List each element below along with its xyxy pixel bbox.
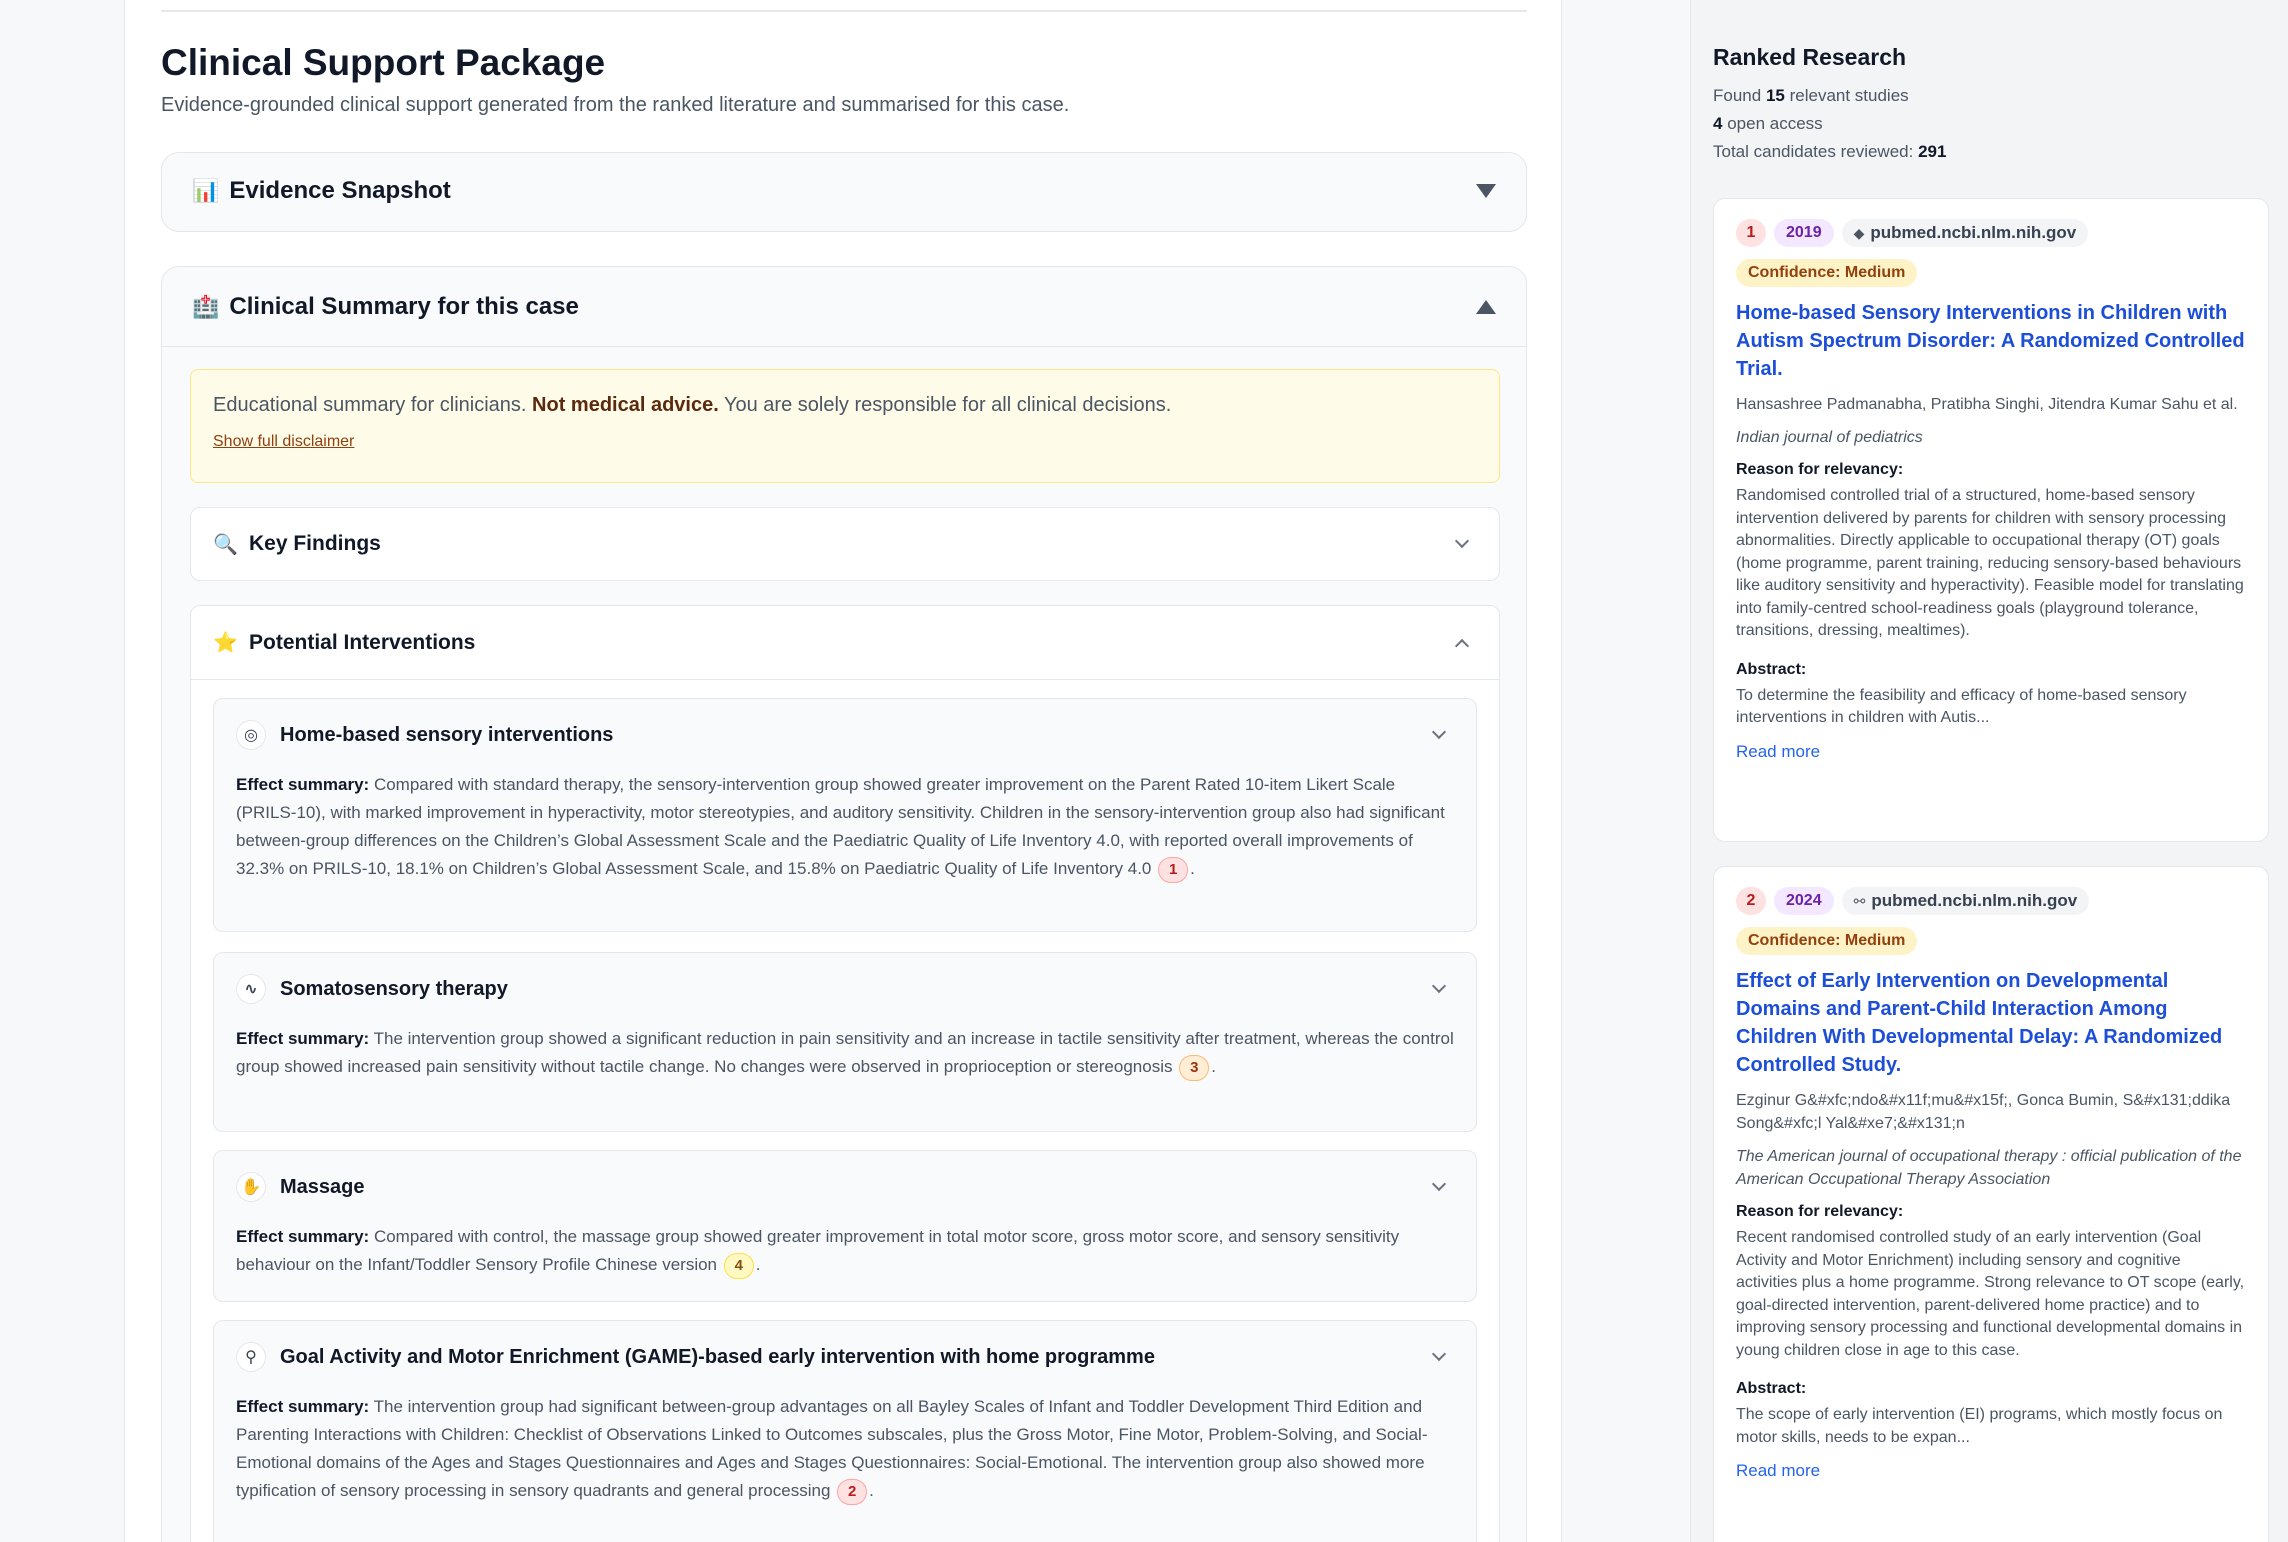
- effect-summary: Effect summary: Compared with standard therapy, the sensory-intervention group showed greater improvement on the Parent Rated 10-item Likert Scale (PRILS-10), with marked improvement in hyperactivity, motor stereotypies, and auditory sensitivity. Children in the sensory-intervention group also had significant between-group differences on the Children’s Global Assessment Scale and the Paediatric Quality of Life Inventory 4.0, with reported overall improvements of 32.3% on PRILS-10, 18.1% on Children’s Global Assessment Scale, and 15.8% on Paediatric Quality of Life Inventory 4.0 1 .: [236, 771, 1454, 883]
- chevron-down-icon[interactable]: [1432, 725, 1446, 739]
- divider: [161, 10, 1527, 12]
- chevron-down-icon[interactable]: [1455, 534, 1469, 548]
- effect-summary-text: The intervention group showed a significant reduction in pain sensitivity and an increase in tactile sensitivity after treatment, whereas the control group showed increased pain sensitivity without tactile change. No changes were observed in proprioception or stereognosis: [236, 1029, 1454, 1076]
- intervention-header[interactable]: [236, 1151, 1454, 1223]
- read-more-link[interactable]: Read more: [1736, 741, 1821, 761]
- intervention-card: [213, 1320, 1477, 1542]
- research-card: [1713, 866, 2269, 1542]
- open-access-line: [1713, 114, 1823, 134]
- potential-interventions-title: Potential Interventions: [249, 630, 476, 654]
- effect-summary-label: Effect summary:: [236, 1227, 370, 1246]
- link-icon: ⚯: [1853, 892, 1866, 909]
- citation-badge[interactable]: 2: [837, 1479, 867, 1505]
- source-label: pubmed.ncbi.nlm.nih.gov: [1871, 891, 2078, 910]
- effect-summary-label: Effect summary:: [236, 775, 370, 794]
- abstract-label: Abstract:: [1736, 1380, 1807, 1397]
- citation-badge[interactable]: 4: [724, 1253, 754, 1279]
- show-full-disclaimer-link[interactable]: Show full disclaimer: [213, 433, 355, 450]
- pulse-icon: ∿: [236, 974, 266, 1004]
- reason-label: Reason for relevancy:: [1736, 461, 1904, 478]
- research-journal: Indian journal of pediatrics: [1736, 429, 1923, 446]
- key-findings-title: Key Findings: [249, 532, 381, 555]
- reason-text: Recent randomised controlled study of an early intervention (Goal Activity and Motor Enrichment) including sensory and cognitive activities plus a home programme. Strong relevance to OT scope (early, goal-directed intervention, parent-delivered home practice) and to improving sensory processing and functional developmental domains in young children close in age to this case.: [1736, 1229, 2245, 1359]
- hand-icon: ✋: [236, 1172, 266, 1202]
- citation-badge[interactable]: 3: [1179, 1055, 1209, 1081]
- intervention-header[interactable]: [236, 699, 1454, 771]
- total-candidates-line: [1713, 142, 1946, 162]
- abstract-label: Abstract:: [1736, 660, 1807, 678]
- research-journal: The American journal of occupational therapy : official publication of the American Occupational Therapy Association: [1736, 1148, 2242, 1188]
- reason-text: Randomised controlled trial of a structured, home-based sensory intervention delivered by parents for children with sensory processing abnormalities. Directly applicable to occupational therapy (OT) goals (home programme, parent training, reducing sensory-based behaviours like auditory sensitivity and hyperactivity). Feasible model for translating into family-centred school-readiness goals (playground tolerance, transitions, dressing, mealtimes).: [1736, 487, 2244, 639]
- year-badge: 2019: [1774, 219, 1834, 247]
- abstract-text: The scope of early intervention (EI) programs, which mostly focus on motor skills, needs to be expan...: [1736, 1406, 2223, 1446]
- page-subtitle: Evidence-grounded clinical support generated from the ranked literature and summarised for this case.: [161, 94, 1070, 116]
- reason-label: Reason for relevancy:: [1736, 1203, 1904, 1220]
- intervention-title: Massage: [280, 1175, 365, 1198]
- found-prefix: Found: [1713, 86, 1762, 105]
- star-icon: ⭐: [213, 632, 238, 654]
- abstract-text: To determine the feasibility and efficacy of home-based sensory interventions in children with Autis...: [1736, 686, 2187, 726]
- disclaimer-suffix: You are solely responsible for all clinical decisions.: [723, 394, 1172, 416]
- found-count: 15: [1765, 86, 1785, 105]
- ranked-research-sidebar: [1690, 0, 2288, 1542]
- chevron-down-icon[interactable]: [1432, 1347, 1446, 1361]
- activity-icon: ⚲: [236, 1342, 266, 1372]
- clinical-summary-header[interactable]: [162, 267, 1526, 347]
- disclaimer-strong: Not medical advice.: [532, 394, 719, 416]
- research-title-link[interactable]: Home-based Sensory Interventions in Children with Autism Spectrum Disorder: A Randomized Controlled Trial.: [1736, 302, 2245, 380]
- open-access-suffix: open access: [1727, 114, 1823, 133]
- effect-summary-text: The intervention group had significant between-group advantages on all Bayley Scales of Infant and Toddler Development Third Edition and Parenting Interactions with Children: Checklist of Observations Linked to Outcomes subscales, plus the Gross Motor, Fine Motor, Problem-Solving, and Social-Emotional domains of the Ages and Stages Questionnaires and Ages and Stages Questionnaires: Social-Emotional. The intervention group also showed more typification of sensory processing in sensory quadrants and general processing: [236, 1397, 1428, 1500]
- confidence-badge: Confidence: Medium: [1736, 927, 1917, 955]
- intervention-card: [213, 952, 1477, 1132]
- chevron-down-icon[interactable]: [1432, 979, 1446, 993]
- key-findings-header[interactable]: [191, 508, 1499, 580]
- key-findings-section[interactable]: [190, 507, 1500, 581]
- tag-icon: ◆: [1853, 224, 1865, 241]
- magnifier-icon: 🔍: [213, 533, 238, 556]
- disclaimer-text: [213, 394, 1477, 417]
- intervention-header[interactable]: [236, 1321, 1454, 1393]
- bar-chart-icon: 📊: [192, 178, 220, 203]
- effect-summary: Effect summary: The intervention group showed a significant reduction in pain sensitivity and an increase in tactile sensitivity after treatment, whereas the control group showed increased pain sensitivity without tactile change. No changes were observed in proprioception or stereognosis 3 .: [236, 1025, 1454, 1081]
- intervention-title: Goal Activity and Motor Enrichment (GAME)-based early intervention with home programme: [280, 1345, 1155, 1368]
- research-authors: Hansashree Padmanabha, Pratibha Singhi, Jitendra Kumar Sahu et al.: [1736, 396, 2238, 413]
- read-more-link[interactable]: Read more: [1736, 1461, 1821, 1480]
- source-badge[interactable]: [1842, 219, 2089, 247]
- source-badge[interactable]: [1842, 887, 2090, 915]
- year-badge: 2024: [1774, 887, 1834, 915]
- research-card: [1713, 198, 2269, 842]
- citation-badge[interactable]: 1: [1158, 857, 1188, 883]
- evidence-snapshot-section[interactable]: [161, 152, 1527, 232]
- confidence-badge: Confidence: Medium: [1736, 259, 1917, 287]
- main-panel: [124, 0, 1562, 1542]
- open-access-count: 4: [1713, 114, 1723, 133]
- intervention-title: Somatosensory therapy: [280, 977, 508, 1000]
- found-count-line: [1713, 86, 1909, 106]
- page-title: Clinical Support Package: [161, 42, 606, 83]
- intervention-card: [213, 1150, 1477, 1302]
- hospital-icon: 🏥: [192, 293, 220, 319]
- sidebar-title: Ranked Research: [1713, 44, 1907, 70]
- effect-summary-label: Effect summary:: [236, 1397, 370, 1416]
- evidence-snapshot-title: Evidence Snapshot: [229, 177, 451, 204]
- total-count: 291: [1918, 142, 1947, 161]
- disclaimer-banner: [190, 369, 1500, 483]
- effect-summary: Effect summary: The intervention group had significant between-group advantages on all Bayley Scales of Infant and Toddler Development Third Edition and Parenting Interactions with Children: Checklist of Observations Linked to Outcomes subscales, plus the Gross Motor, Fine Motor, Problem-Solving, and Social-Emotional domains of the Ages and Stages Questionnaires and Ages and Stages Questionnaires: Social-Emotional. The intervention group also showed more typification of sensory processing in sensory quadrants and general processing 2 .: [236, 1393, 1454, 1505]
- potential-interventions-section: [190, 605, 1500, 1542]
- potential-interventions-header[interactable]: [191, 606, 1499, 680]
- chevron-down-icon[interactable]: [1432, 1177, 1446, 1191]
- disclaimer-prefix: Educational summary for clinicians.: [213, 394, 527, 416]
- intervention-card: [213, 698, 1477, 932]
- effect-summary-text: Compared with control, the massage group showed greater improvement in total motor score, gross motor score, and sensory sensitivity behaviour on the Infant/Toddler Sensory Profile Chinese version: [236, 1227, 1400, 1274]
- effect-summary-text: Compared with standard therapy, the sensory-intervention group showed greater improvement on the Parent Rated 10-item Likert Scale (PRILS-10), with marked improvement in hyperactivity, motor stereotypies, and auditory sensitivity. Children in the sensory-intervention group also had significant between-group differences on the Children’s Global Assessment Scale and the Paediatric Quality of Life Inventory 4.0, with reported overall improvements of 32.3% on PRILS-10, 18.1% on Children’s Global Assessment Scale, and 15.8% on Paediatric Quality of Life Inventory 4.0: [236, 775, 1445, 878]
- research-authors: Ezginur G&#xfc;ndo&#x11f;mu&#x15f;, Gonca Bumin, S&#x131;ddika Song&#xfc;l Yal&#xe7;&#x131;n: [1736, 1092, 2231, 1132]
- effect-summary-label: Effect summary:: [236, 1029, 370, 1048]
- chevron-up-icon[interactable]: [1476, 300, 1496, 314]
- intervention-header[interactable]: [236, 953, 1454, 1025]
- research-title-link[interactable]: Effect of Early Intervention on Developmental Domains and Parent-Child Interaction Among Children With Developmental Delay: A Randomized Controlled Study.: [1736, 970, 2223, 1076]
- target-icon: ◎: [236, 720, 266, 750]
- research-tags: [1736, 887, 2246, 915]
- evidence-snapshot-header[interactable]: [162, 153, 1526, 229]
- clinical-summary-title: Clinical Summary for this case: [229, 292, 579, 320]
- clinical-summary-section: [161, 266, 1527, 1542]
- rank-badge: 1: [1736, 219, 1766, 247]
- intervention-title: Home-based sensory interventions: [280, 723, 614, 746]
- chevron-down-icon[interactable]: [1476, 184, 1496, 198]
- found-suffix: relevant studies: [1789, 86, 1909, 105]
- chevron-up-icon[interactable]: [1455, 638, 1469, 652]
- total-prefix: Total candidates reviewed:: [1713, 142, 1914, 161]
- rank-badge: 2: [1736, 887, 1766, 915]
- effect-summary: Effect summary: Compared with control, the massage group showed greater improvement in total motor score, gross motor score, and sensory sensitivity behaviour on the Infant/Toddler Sensory Profile Chinese version 4 .: [236, 1223, 1454, 1279]
- research-tags: [1736, 219, 2246, 247]
- source-label: pubmed.ncbi.nlm.nih.gov: [1870, 223, 2077, 242]
